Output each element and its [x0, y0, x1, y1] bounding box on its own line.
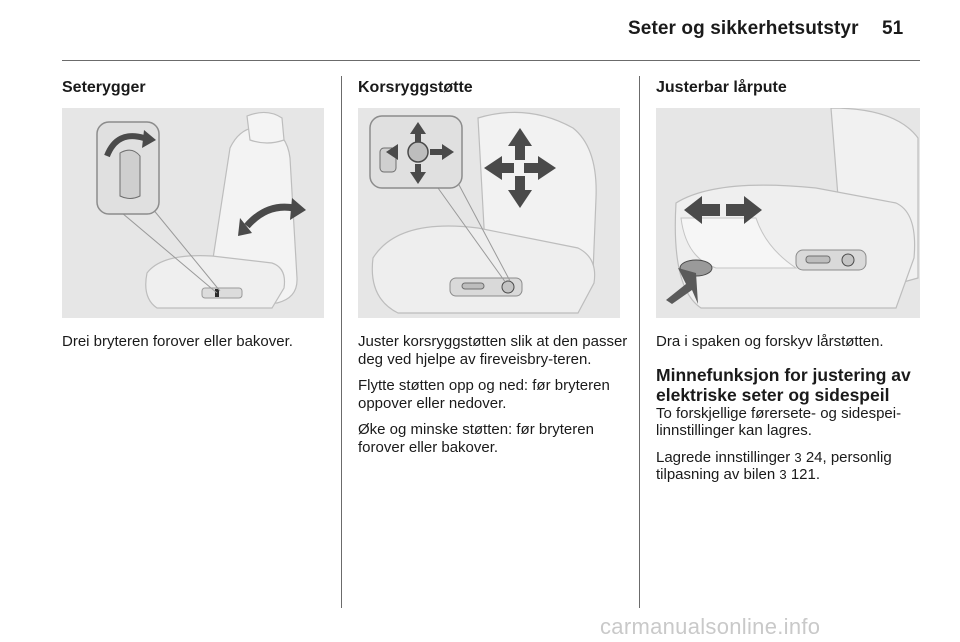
col2-paragraph-2: Flytte støtten opp og ned: før bryteren oppover eller nedover. — [358, 377, 610, 412]
page-reference-icon-2: 3 — [779, 467, 787, 483]
ref-text-suffix: 121. — [786, 466, 821, 484]
section-korsryggstotte — [358, 78, 473, 98]
col3-text — [656, 333, 924, 493]
col2-paragraph-1: Juster korsryggstøtten slik at den passer deg ved hjelpe av fireveisbry-teren. — [358, 333, 628, 368]
section-heading-justerbar-larpute: Justerbar lårpute — [656, 79, 787, 96]
section-heading-korsryggstotte: Korsryggstøtte — [358, 79, 473, 96]
running-header-title: Seter og sikkerhetsutstyr — [628, 18, 859, 39]
subheading-memory-function: Minnefunksjon for justering av elektriske seter og sidespeil — [656, 364, 911, 405]
col2-text — [358, 333, 630, 466]
header-rule — [62, 60, 920, 61]
col1-text — [62, 333, 332, 360]
illustration-lumbar-support — [358, 108, 620, 318]
col2-paragraph-3: Øke og minske støtten: før bryteren forover eller bakover. — [358, 421, 594, 456]
page-number: 51 — [882, 18, 904, 39]
ref-text-mid: 24, personlig tilpasning av bilen — [656, 448, 892, 484]
col3-ref-paragraph — [656, 449, 924, 484]
column-divider-1 — [341, 76, 342, 608]
watermark: carmanualsonline.info — [600, 614, 821, 639]
col3-sub-paragraph: To forskjellige førersete- og sidespei-linnstillinger kan lagres. — [656, 404, 902, 440]
col3-paragraph-1: Dra i spaken og forskyv lårstøtten. — [656, 333, 884, 350]
section-justerbar-larpute — [656, 78, 787, 98]
ref-text-prefix: Lagrede innstillinger — [656, 448, 795, 466]
section-heading-seterygger: Seterygger — [62, 79, 146, 96]
illustration-backrest-adjust — [62, 108, 324, 318]
page-reference-icon: 3 — [794, 449, 802, 465]
col1-paragraph-1: Drei bryteren forover eller bakover. — [62, 333, 293, 350]
illustration-thigh-support — [656, 108, 920, 318]
column-divider-2 — [639, 76, 640, 608]
section-seterygger — [62, 78, 146, 98]
